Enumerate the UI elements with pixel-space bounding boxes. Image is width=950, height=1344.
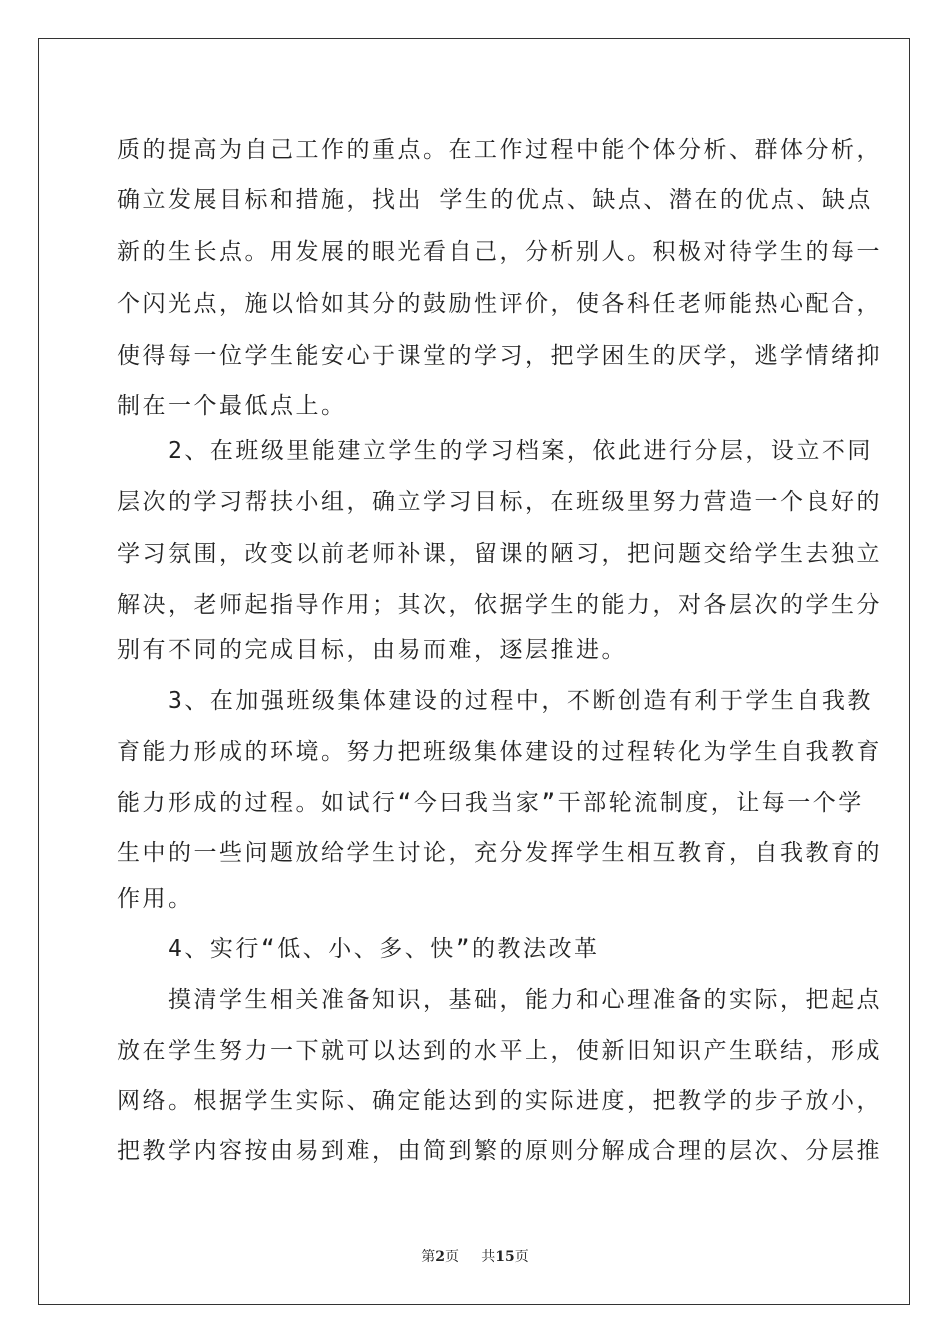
page-current: 2 [435, 1249, 445, 1265]
text-line: 4、实行“低、小、多、快”的教法改革 [117, 936, 600, 962]
text-line: 把教学内容按由易到难，由简到繁的原则分解成合理的层次、分层推 [117, 1138, 882, 1164]
text-line: 制在一个最低点上。 [117, 393, 347, 419]
text-line: 能力形成的过程。如试行“今曰我当家”干部轮流制度，让每一个学 [117, 790, 864, 816]
text-line: 摸清学生相关准备知识，基础，能力和心理准备的实际，把起点 [117, 987, 882, 1013]
page-footer [0, 1248, 950, 1266]
text-line: 3、在加强班级集体建设的过程中，不断创造有利于学生自我教 [117, 688, 873, 714]
text-line: 学习氛围，改变以前老师补课，留课的陋习，把问题交给学生去独立 [117, 541, 882, 567]
text-line: 放在学生努力一下就可以达到的水平上，使新旧知识产生联结，形成 [117, 1038, 882, 1064]
text-line: 新的生长点。用发展的眼光看自己，分析别人。积极对待学生的每一 [117, 239, 882, 265]
text-line: 网络。根据学生实际、确定能达到的实际进度，把教学的步子放小， [117, 1088, 882, 1114]
text-line: 生中的一些问题放给学生讨论，充分发挥学生相互教育，自我教育的 [117, 840, 882, 866]
total-unit: 页 [514, 1249, 529, 1265]
text-line: 别有不同的完成目标，由易而难，逐层推进。 [117, 637, 627, 663]
text-line: 2、在班级里能建立学生的学习档案，依此进行分层，设立不同 [117, 438, 873, 464]
text-line: 质的提高为自己工作的重点。在工作过程中能个体分析、群体分析， [117, 137, 882, 163]
total-prefix: 共 [481, 1249, 496, 1265]
page-prefix: 第 [421, 1249, 436, 1265]
text-line: 个闪光点，施以恰如其分的鼓励性评价，使各科任老师能热心配合， [117, 291, 882, 317]
text-line: 解决，老师起指导作用；其次，依据学生的能力，对各层次的学生分 [117, 592, 882, 618]
text-line: 层次的学习帮扶小组，确立学习目标，在班级里努力营造一个良好的 [117, 489, 882, 515]
page-total: 15 [495, 1249, 515, 1265]
text-line: 作用。 [117, 886, 194, 912]
text-line: 使得每一位学生能安心于课堂的学习，把学困生的厌学，逃学情绪抑 [117, 343, 882, 369]
text-line: 确立发展目标和措施，找出 学生的优点、缺点、潜在的优点、缺点 [117, 187, 873, 213]
page-unit: 页 [445, 1249, 459, 1265]
text-line: 育能力形成的环境。努力把班级集体建设的过程转化为学生自我教育 [117, 739, 882, 765]
